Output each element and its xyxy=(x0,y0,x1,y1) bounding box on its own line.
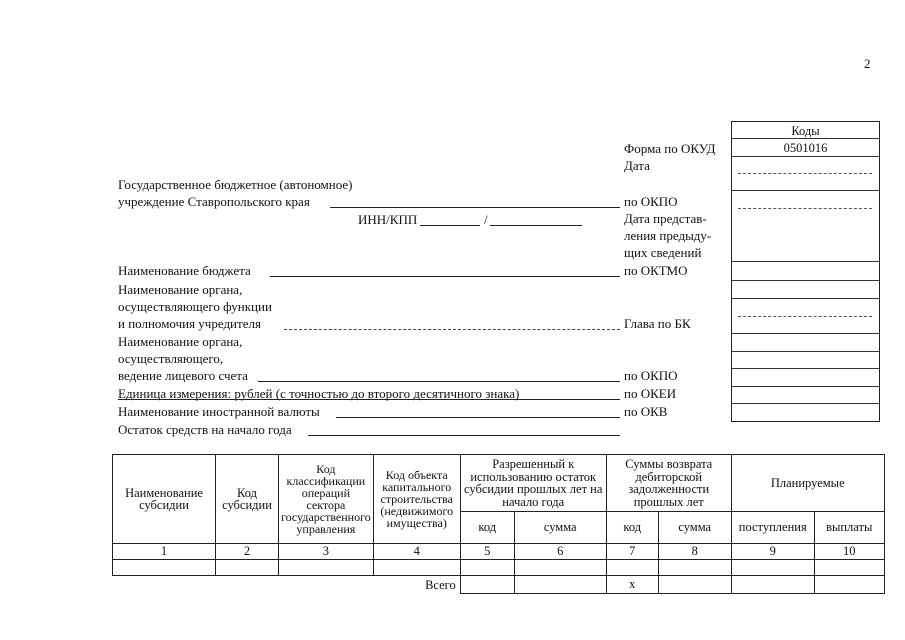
table-row xyxy=(113,560,885,576)
total-row xyxy=(113,576,885,594)
budget-underline xyxy=(270,276,620,277)
sub-post: поступления xyxy=(731,512,814,544)
col-num: 1 xyxy=(113,544,216,560)
total-label: Всего xyxy=(113,576,461,594)
col-num: 7 xyxy=(606,544,658,560)
codes-box xyxy=(731,121,880,422)
col-num: 8 xyxy=(658,544,731,560)
po-okpo-label-1: по ОКПО xyxy=(624,194,678,209)
header-plan: Планируемые xyxy=(731,455,884,512)
data-pred-label-2: ления предыду- xyxy=(624,228,712,243)
page-number: 2 xyxy=(864,56,871,71)
organ-label-3: и полномочия учредителя xyxy=(118,316,261,331)
header-obj: Код объекта капитального строительства (недвижимого имущества) xyxy=(373,455,460,544)
forma-okud-label: Форма по ОКУД xyxy=(624,141,716,156)
okud-code: 0501016 xyxy=(783,141,828,155)
col-num: 10 xyxy=(814,544,884,560)
po-okpo-label-2: по ОКПО xyxy=(624,368,678,383)
po-oktmo-label: по ОКТМО xyxy=(624,263,688,278)
gos-label-1: Государственное бюджетное (автономное) xyxy=(118,177,353,192)
sub-summa-1: сумма xyxy=(514,512,606,544)
unit-underline xyxy=(118,399,620,400)
col-num: 9 xyxy=(731,544,814,560)
po-okei-label: по ОКЕИ xyxy=(624,386,677,401)
unit-label: Единица измерения: рублей (с точностью до второго десятичного знака) xyxy=(118,386,520,401)
data-pred-label-1: Дата представ- xyxy=(624,211,707,226)
header-razr: Разрешенный к использованию остаток субсидии прошлых лет на начало года xyxy=(460,455,606,512)
header-kod: Код субсидии xyxy=(216,455,279,544)
balance-label: Остаток средств на начало года xyxy=(118,422,292,437)
col-num: 4 xyxy=(373,544,460,560)
organ2-label-1: Наименование органа, xyxy=(118,334,243,349)
budget-label: Наименование бюджета xyxy=(118,263,251,278)
data-label: Дата xyxy=(624,158,650,173)
subsidy-table xyxy=(112,454,885,594)
sub-summa-2: сумма xyxy=(658,512,731,544)
header-summy: Суммы возврата дебиторской задолженности прошлых лет xyxy=(606,455,731,512)
sub-vypl: выплаты xyxy=(814,512,884,544)
organ-label-1: Наименование органа, xyxy=(118,282,243,297)
inn-label: ИНН/КПП xyxy=(358,212,418,227)
header-kosgu: Код классификации операций сектора государственного управления xyxy=(279,455,374,544)
sub-kod-1: код xyxy=(460,512,514,544)
col-num: 2 xyxy=(216,544,279,560)
col-num: 5 xyxy=(460,544,514,560)
kpp-underline xyxy=(490,225,582,226)
col-num: 3 xyxy=(279,544,374,560)
col-num: 6 xyxy=(514,544,606,560)
gos-underline xyxy=(330,207,620,208)
balance-underline xyxy=(308,435,620,436)
organ-label-2: осуществляющего функции xyxy=(118,299,272,314)
organ2-label-3: ведение лицевого счета xyxy=(118,368,248,383)
header-naim: Наименование субсидии xyxy=(113,455,216,544)
glava-bk-label: Глава по БК xyxy=(624,316,691,331)
organ2-label-2: осуществляющего, xyxy=(118,351,224,366)
codes-header: Коды xyxy=(791,124,820,138)
organ2-underline xyxy=(258,381,620,382)
organ-underline xyxy=(284,329,620,330)
sub-kod-2: код xyxy=(606,512,658,544)
gos-label-2: учреждение Ставропольского края xyxy=(118,194,310,209)
total-x: х xyxy=(606,576,658,594)
inn-separator: / xyxy=(484,212,488,227)
inn-underline xyxy=(420,225,480,226)
currency-underline xyxy=(336,417,620,418)
data-pred-label-3: щих сведений xyxy=(624,245,702,260)
po-okv-label: по ОКВ xyxy=(624,404,668,419)
currency-label: Наименование иностранной валюты xyxy=(118,404,320,419)
